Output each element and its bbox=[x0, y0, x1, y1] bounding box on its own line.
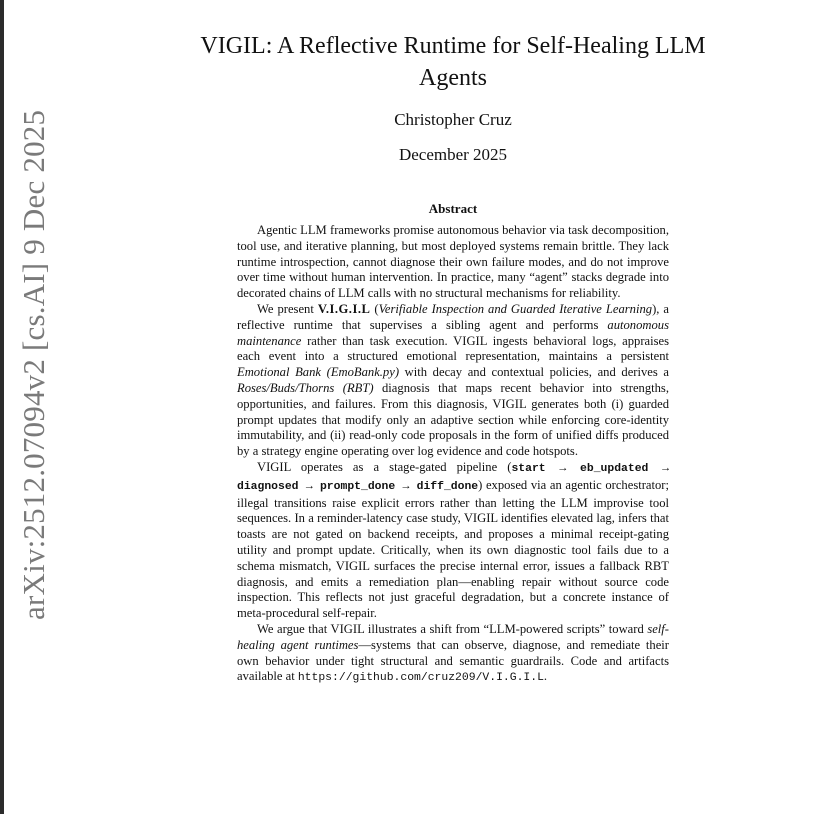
p4-text-c: . bbox=[543, 669, 548, 684]
p3-text-a: VIGIL operates as a stage-gated pipeline ( bbox=[257, 459, 512, 474]
paper-title: VIGIL: A Reflective Runtime for Self-Healing LLM Agents bbox=[200, 33, 706, 91]
p2-text-a: We present bbox=[257, 301, 318, 316]
p2-text-f: diagnosis that maps recent behavior into strengths, opportunities, and failures. From this diagnosis, VIGIL generates both (i) guarded prompt updates that modify only an adaptive section while enforcing core-identity immutability, and (ii) read-only code proposals in the form of unified diffs produced by a strategy engine operating over log evidence and code hotspots. bbox=[237, 380, 669, 459]
author-name: Christopher Cruz bbox=[394, 110, 512, 129]
abstract-paragraph-2 bbox=[237, 302, 669, 460]
abstract-body bbox=[237, 223, 669, 687]
acronym-expansion: Verifiable Inspection and Guarded Iterative Learning bbox=[378, 301, 653, 316]
p4-text-a: We argue that VIGIL illustrates a shift from “LLM-powered scripts” toward bbox=[257, 621, 648, 636]
p2-emphasis-3: Roses/Buds/Thorns (RBT) bbox=[237, 380, 374, 395]
publication-date: December 2025 bbox=[398, 145, 508, 164]
p2-emphasis-2: Emotional Bank (EmoBank.py) bbox=[237, 365, 400, 380]
repository-link[interactable]: https://github.com/cruz209/V.I.G.I.L bbox=[297, 672, 544, 685]
abstract-paragraph-4 bbox=[237, 622, 669, 687]
p2-emphasis-1: autonomous maintenance bbox=[237, 317, 669, 348]
p2-text-b: ( bbox=[370, 301, 379, 316]
pipeline-stages-code: start → eb_updated → diagnosed → prompt_done → diff_done bbox=[237, 462, 669, 493]
p2-text-d: rather than task execution. VIGIL ingests behavioral logs, appraises each event into a structured emotional representation, maintains a persistent bbox=[237, 333, 669, 364]
abstract-paragraph-1: Agentic LLM frameworks promise autonomous behavior via task decomposition, tool use, and iterative planning, but most deployed systems remain brittle. They lack runtime introspection, cannot diagnose their own failure modes, and do not improve over time without human intervention. In practice, many “agent” stacks degrade into decorated chains of LLM calls with no structural mechanisms for reliability. bbox=[237, 223, 669, 301]
p2-text-c: ), a reflective runtime that supervises a sibling agent and performs bbox=[237, 301, 670, 332]
system-name: V.I.G.I.L bbox=[317, 301, 371, 316]
arxiv-identifier[interactable]: arXiv:2512.07094v2 [cs.AI] 9 Dec 2025 bbox=[16, 109, 51, 620]
p4-emphasis: self-healing agent runtimes bbox=[237, 621, 669, 652]
p3-text-b: ) exposed via an agentic orchestrator; illegal transitions raise explicit errors rather than letting the LLM improvise tool sequences. In a reminder-latency case study, VIGIL identifies elevated lag, infers that toasts are not gated on backend receipts, and proposes a minimal receipt-gating utility and prompt update. Critically, when its own diagnostic tool fails due to a schema mismatch, VIGIL surfaces the precise internal error, issues a fallback RBT diagnosis, and emits a remediation plan—enabling repair without source code inspection. This reflects not just graceful degradation, but a concrete instance of meta-procedural self-repair. bbox=[237, 477, 669, 621]
abstract-heading: Abstract bbox=[428, 201, 478, 216]
page-edge-bar bbox=[0, 0, 4, 814]
p4-text-b: —systems that can observe, diagnose, and remediate their own behavior under tight structural and semantic guardrails. Code and artifacts available at bbox=[237, 637, 669, 684]
p2-text-e: with decay and contextual policies, and derives a bbox=[399, 365, 669, 380]
abstract-paragraph-3 bbox=[237, 460, 669, 622]
